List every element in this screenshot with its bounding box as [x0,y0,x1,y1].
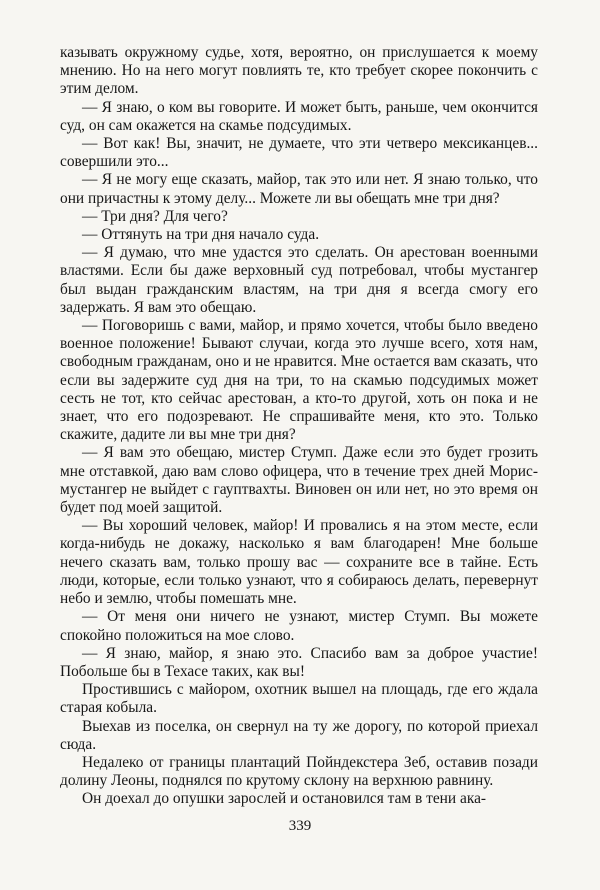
paragraph: Простившись с майором, охотник вышел на площадь, где его ждала старая кобыла. [60,681,538,717]
page-text [60,44,538,809]
paragraph: Выехав из поселка, он свернул на ту же дорогу, по которой приехал сюда. [60,717,538,753]
paragraph: — Оттянуть на три дня начало суда. [82,226,320,244]
paragraph: — Вы хороший человек, майор! И провались я на этом месте, если когда-нибудь не докажу, насколько я вам благодарен! Мне больше нечего сказать вам, только прошу вас — сохраните все в тайне. Есть люди, которые, если только узнают, что я собираюсь делать, перевернут небо и землю, чтобы помешать мне. [60,517,538,608]
paragraph: — Вот как! Вы, значит, не думаете, что эти четверо мексиканцев... совершили это... [60,135,538,171]
paragraph: Недалеко от границы плантаций Пойндекстера Зеб, оставив позади долину Леоны, поднялся по крутому склону на верхнюю равнину. [60,753,538,790]
paragraph: — Я вам это обещаю, мистер Стумп. Даже если это будет грозить мне отставкой, даю вам слово офицера, что в течение трех дней Морис-мустангер не выйдет с гауптвахты. Виновен он или нет, но это время он будет под моей защитой. [60,444,538,517]
paragraph: — Три дня? Для чего? [82,207,228,225]
paragraph: — Я думаю, что мне удастся это сделать. Он арестован военными властями. Если бы даже верховный суд потребовал, чтобы мустангер был выдан гражданским властям, на три дня я всегда смогу его задержать. Я вам это обещаю. [60,244,538,316]
paragraph: — Поговоришь с вами, майор, и прямо хочется, чтобы было введено военное положение! Бывают случаи, когда это лучше всего, хотя нам, свободным гражданам, оно и не нравится. Мне остается вам сказать, что если вы задержите суд дня на три, то на скамью подсудимых может сесть не тот, кто сейчас арестован, а кто-то другой, хоть он пока и не знает, что его подозревают. Не спрашивайте меня, кто это. Только скажите, дадите ли вы мне три дня? [60,317,538,444]
paragraph: Он доехал до опушки зарослей и остановился там в тени ака- [82,790,487,808]
paragraph: — От меня они ничего не узнают, мистер Стумп. Вы можете спокойно положиться на мое слово. [60,608,538,644]
paragraph: — Я знаю, о ком вы говорите. И может быть, раньше, чем окончится суд, он сам окажется на скамье подсудимых. [60,98,538,134]
page-number: 339 [288,818,312,834]
paragraph: — Я знаю, майор, я знаю это. Спасибо вам за доброе участие! Побольше бы в Техасе таких, как вы! [60,644,538,680]
paragraph: казывать окружному судье, хотя, вероятно, он прислушается к моему мнению. Но на него могут повлиять те, кто требует скорее покончить с этим делом. [60,44,538,98]
paragraph: — Я не могу еще сказать, майор, так это или нет. Я знаю только, что они причастны к этому делу... Можете ли вы обещать мне три дня? [60,171,538,207]
